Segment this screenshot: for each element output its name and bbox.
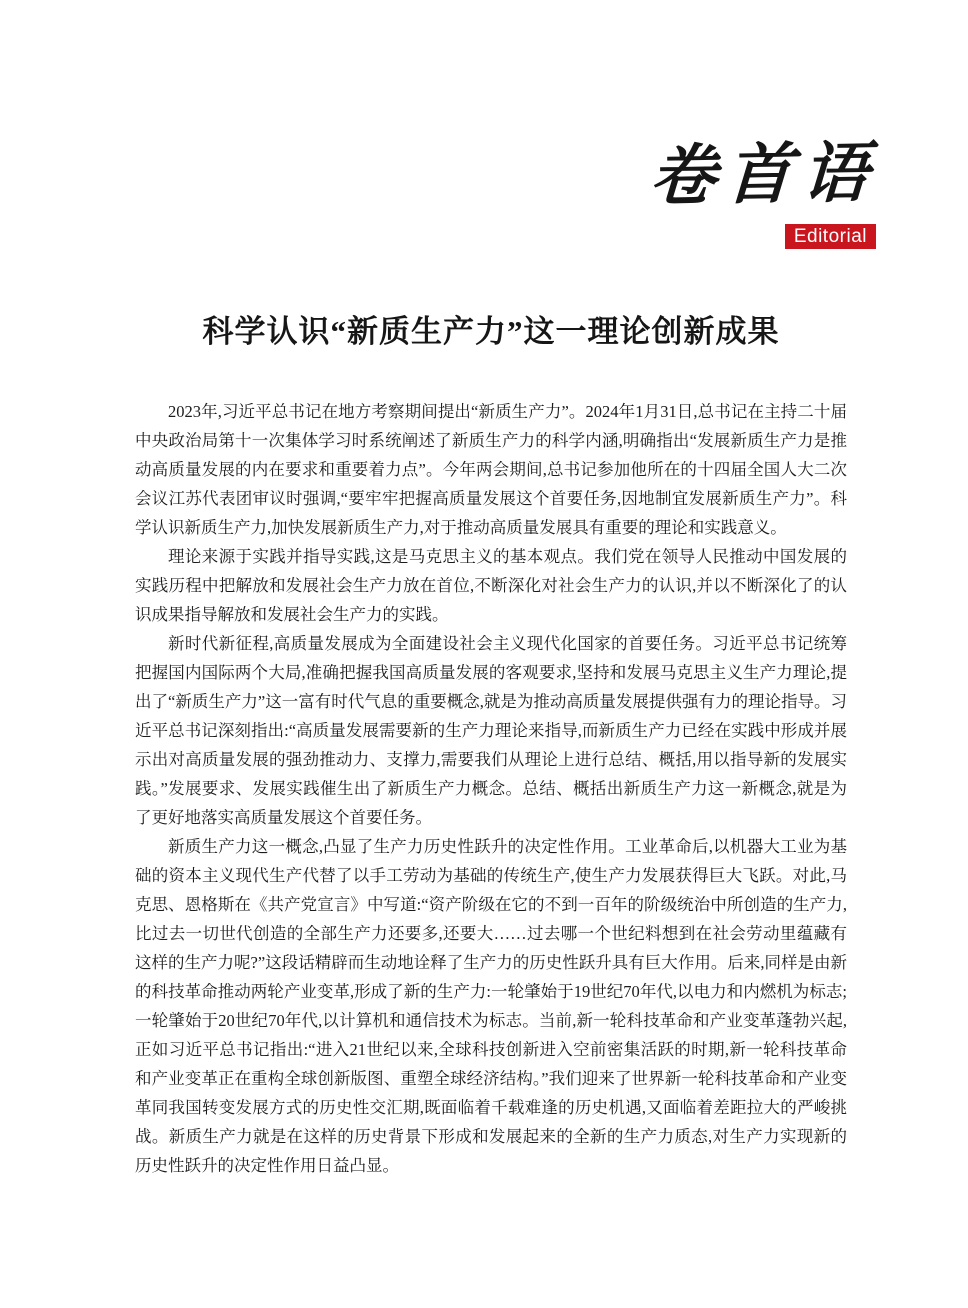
article-paragraph-3: 新时代新征程,高质量发展成为全面建设社会主义现代化国家的首要任务。习近平总书记统筹把握国内国际两个大局,准确把握我国高质量发展的客观要求,坚持和发展马克思主义生产力理论,提出了“新质生产力”这一富有时代气息的重要概念,就是为推动高质量发展提供强有力的理论指导。习近平总书记深刻指出:“高质量发展需要新的生产力理论来指导,而新质生产力已经在实践中形成并展示出对高质量发展的强劲推动力、支撑力,需要我们从理论上进行总结、概括,用以指导新的发展实践。”发展要求、发展实践催生出了新质生产力概念。总结、概括出新质生产力这一新概念,就是为了更好地落实高质量发展这个首要任务。 [135, 634, 847, 827]
article-paragraph-2: 理论来源于实践并指导实践,这是马克思主义的基本观点。我们党在领导人民推动中国发展的实践历程中把解放和发展社会生产力放在首位,不断深化对社会生产力的认识,并以不断深化了的认识成果指导解放和发展社会生产力的实践。 [135, 547, 847, 624]
section-logo-calligraphy: 卷首语 [647, 133, 881, 215]
article [135, 306, 847, 1180]
article-paragraph-4: 新质生产力这一概念,凸显了生产力历史性跃升的决定性作用。工业革命后,以机器大工业为基础的资本主义现代生产代替了以手工劳动为基础的传统生产,使生产力发展获得巨大飞跃。对此,马克思、恩格斯在《共产党宣言》中写道:“资产阶级在它的不到一百年的阶级统治中所创造的生产力,比过去一切世代创造的全部生产力还要多,还要大……过去哪一个世纪料想到在社会劳动里蕴藏有这样的生产力呢?”这段话精辟而生动地诠释了生产力的历史性跃升具有巨大作用。后来,同样是由新的科技革命推动两轮产业变革,形成了新的生产力:一轮肇始于19世纪70年代,以电力和内燃机为标志;一轮肇始于20世纪70年代,以计算机和通信技术为标志。当前,新一轮科技革命和产业变革蓬勃兴起,正如习近平总书记指出:“进入21世纪以来,全球科技创新进入空前密集活跃的时期,新一轮科技革命和产业变革正在重构全球创新版图、重塑全球经济结构。”我们迎来了世界新一轮科技革命和产业变革同我国转变发展方式的历史性交汇期,既面临着千载难逢的历史机遇,又面临着差距拉大的严峻挑战。新质生产力就是在这样的历史背景下形成和发展起来的全新的生产力质态,对生产力实现新的历史性跃升的决定性作用日益凸显。 [135, 837, 847, 1175]
article-body [135, 397, 847, 1180]
article-paragraph-1: 2023年,习近平总书记在地方考察期间提出“新质生产力”。2024年1月31日,总书记在主持二十届中央政治局第十一次集体学习时系统阐述了新质生产力的科学内涵,明确指出“发展新质生产力是推动高质量发展的内在要求和重要着力点”。今年两会期间,总书记参加他所在的十四届全国人大二次会议江苏代表团审议时强调,“要牢牢把握高质量发展这个首要任务,因地制宜发展新质生产力”。科学认识新质生产力,加快发展新质生产力,对于推动高质量发展具有重要的理论和实践意义。 [135, 402, 847, 537]
article-title: 科学认识“新质生产力”这一理论创新成果 [202, 314, 780, 349]
section-logo-block [647, 128, 881, 249]
editorial-badge: Editorial [785, 224, 876, 249]
